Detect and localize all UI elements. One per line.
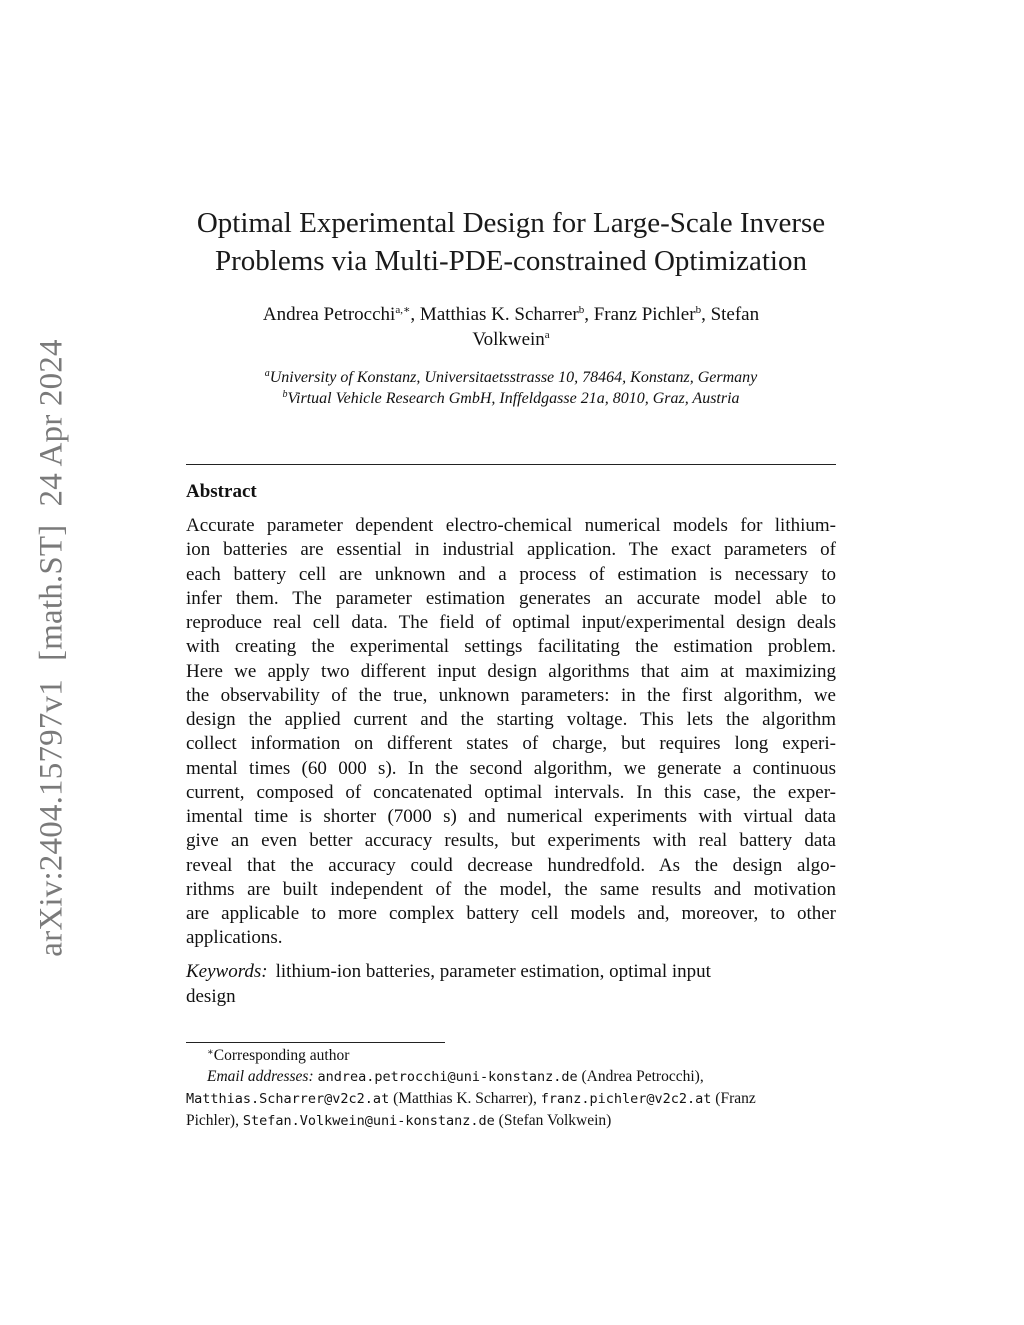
abstract-text	[186, 514, 836, 951]
abstract-line: collect information on different states of charge, but requires long experi-	[186, 733, 836, 755]
abstract-line: Accurate parameter dependent electro-chemical numerical models for lithium-	[186, 515, 836, 536]
email-link[interactable]: Matthias.Scharrer@v2c2.at	[186, 1091, 390, 1107]
header-divider	[186, 464, 836, 465]
email-link[interactable]: andrea.petrocchi@uni-konstanz.de	[317, 1069, 578, 1085]
author-separator: ,	[701, 304, 711, 325]
arxiv-date: 24 Apr 2024	[33, 339, 70, 507]
author-affiliation-mark: a,∗	[395, 304, 411, 316]
author-affiliation-mark: a	[544, 329, 550, 341]
email-link[interactable]: franz.pichler@v2c2.at	[540, 1091, 712, 1107]
author-first-name: Stefan	[710, 304, 760, 325]
email-owner: (Matthias K. Scharrer),	[389, 1090, 541, 1107]
author-separator: ,	[410, 304, 420, 325]
footnote-divider	[186, 1042, 445, 1043]
arxiv-identifier-stamp	[34, 339, 71, 956]
email-line-2	[186, 1088, 836, 1110]
corresponding-text: Corresponding author	[213, 1047, 350, 1064]
abstract-line: are applicable to more complex battery cell models and, moreover, to other	[186, 903, 836, 924]
title-line-2: Problems via Multi-PDE-constrained Optimization	[215, 245, 807, 277]
arxiv-id: arXiv:2404.15797v1	[33, 679, 70, 957]
abstract-line: rithms are built independent of the model, the same results and motivation	[186, 878, 836, 900]
abstract-line: the observability of the true, unknown parameters: in the first algorithm, we	[186, 684, 836, 706]
abstract-line: each battery cell are unknown and a process of estimation is necessary to	[186, 563, 836, 585]
arxiv-category: [math.ST]	[33, 524, 70, 662]
abstract-line: Here we apply two different input design algorithms that aim at maximizing	[186, 660, 836, 682]
keywords-label: Keywords:	[186, 961, 268, 982]
abstract-line: infer them. The parameter estimation generates an accurate model able to	[186, 587, 836, 609]
author-list	[170, 302, 852, 352]
email-line-1	[186, 1066, 836, 1088]
affiliation	[150, 367, 872, 388]
author-affiliation-mark: b	[695, 304, 702, 316]
author-name: Matthias K. Scharrer	[419, 304, 579, 325]
footnotes	[186, 1045, 836, 1132]
abstract-line: with creating the experimental settings facilitating the estimation problem.	[186, 636, 836, 658]
paper-title	[150, 204, 872, 280]
affiliation-mark: b	[282, 389, 288, 400]
author-line-1	[170, 302, 852, 327]
corresponding-mark: ∗	[207, 1047, 214, 1058]
affiliation-list	[150, 367, 872, 409]
abstract-line: applications.	[186, 927, 283, 949]
abstract-line: ion batteries are essential in industrial application. The exact parameters of	[186, 539, 836, 561]
email-owner: (Franz	[711, 1090, 756, 1107]
affiliation-text: Virtual Vehicle Research GmbH, Inffeldgasse 21a, 8010, Graz, Austria	[287, 390, 740, 407]
abstract-line: design the applied current and the starting voltage. This lets the algorithm	[186, 709, 836, 730]
keywords	[186, 960, 836, 1009]
affiliation-text: University of Konstanz, Universitaetsstrasse 10, 78464, Konstanz, Germany	[269, 369, 758, 386]
author-affiliation-mark: b	[578, 304, 585, 316]
email-label: Email addresses:	[207, 1068, 314, 1085]
affiliation	[150, 388, 872, 409]
author-separator: ,	[584, 304, 594, 325]
email-line-3	[186, 1110, 836, 1132]
abstract-line: reproduce real cell data. The field of optimal input/experimental design deals	[186, 612, 836, 633]
email-owner: Pichler),	[186, 1112, 243, 1129]
abstract-line: imental time is shorter (7000 s) and numerical experiments with virtual data	[186, 806, 836, 827]
author-name: Andrea Petrocchi	[262, 304, 396, 325]
abstract-line: mental times (60 000 s). In the second algorithm, we generate a continuous	[186, 757, 836, 779]
abstract-line: current, composed of concatenated optimal intervals. In this case, the exper-	[186, 781, 836, 803]
email-owner: (Stefan Volkwein)	[494, 1112, 612, 1129]
email-owner: (Andrea Petrocchi),	[577, 1068, 704, 1085]
author-line-2	[170, 327, 852, 352]
keywords-line-1	[186, 960, 836, 985]
author-last-name: Volkwein	[472, 329, 545, 350]
abstract-line: give an even better accuracy results, but experiments with real battery data	[186, 830, 836, 852]
author-name: Franz Pichler	[593, 304, 696, 325]
keywords-line-2: design	[186, 985, 236, 1007]
abstract-line: reveal that the accuracy could decrease hundredfold. As the design algo-	[186, 854, 836, 876]
keywords-text: lithium-ion batteries, parameter estimation, optimal input	[275, 961, 711, 982]
email-link[interactable]: Stefan.Volkwein@uni-konstanz.de	[242, 1113, 495, 1129]
abstract-heading: Abstract	[186, 481, 257, 502]
title-line-1: Optimal Experimental Design for Large-Scale Inverse	[196, 207, 826, 239]
corresponding-author-note	[186, 1045, 836, 1066]
affiliation-mark: a	[264, 368, 270, 379]
